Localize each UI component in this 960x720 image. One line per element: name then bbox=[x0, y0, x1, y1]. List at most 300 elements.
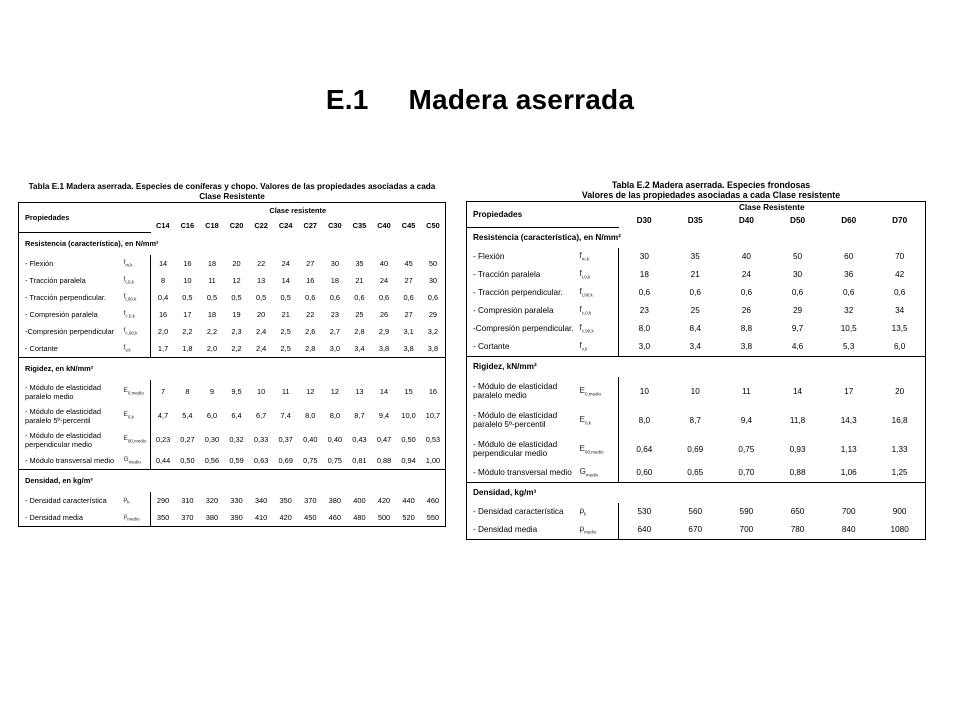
table-cell: 780 bbox=[790, 525, 805, 534]
table-row bbox=[19, 404, 446, 428]
table-cell: 45 bbox=[404, 258, 413, 268]
table-row bbox=[19, 452, 446, 470]
table-cell: 0,70 bbox=[738, 468, 755, 477]
table-cell: 16 bbox=[151, 306, 176, 323]
section-label: Densidad, en kg/m³ bbox=[19, 469, 446, 492]
table-cell: 2,4 bbox=[255, 343, 267, 353]
header-row bbox=[19, 203, 446, 219]
section-row bbox=[19, 357, 446, 380]
table-cell: 1,8 bbox=[182, 343, 193, 353]
property-symbol: $f_{m,k}$ bbox=[579, 251, 590, 262]
class-label: C20 bbox=[229, 220, 244, 230]
table-cell: 0,32 bbox=[229, 435, 244, 444]
property-name: - Módulo transversal medio bbox=[25, 455, 115, 465]
table-cell: 0,81 bbox=[352, 455, 367, 465]
table-row bbox=[467, 248, 926, 266]
table-cell: 330 bbox=[230, 495, 243, 505]
header-row bbox=[467, 202, 926, 214]
property-symbol: $G_{medio}$ bbox=[579, 467, 599, 478]
table-cell: 3,8 bbox=[403, 343, 414, 353]
property-name: - Módulo de elasticidad paralelo medio bbox=[25, 382, 102, 401]
table-cell: 0,75 bbox=[303, 455, 318, 465]
class-label: D60 bbox=[841, 215, 857, 225]
table-cell: 4,7 bbox=[151, 404, 176, 428]
table-cell: 380 bbox=[328, 495, 342, 505]
table-cell: 0,43 bbox=[352, 435, 367, 444]
table-cell: 0,69 bbox=[278, 455, 293, 465]
table-cell: 2,0 bbox=[206, 343, 218, 353]
property-name: - Flexión bbox=[25, 258, 54, 268]
table-cell: 14 bbox=[281, 275, 290, 285]
table-cell: 0,27 bbox=[180, 435, 195, 444]
table-cell: 22 bbox=[257, 258, 266, 268]
table-cell: 27 bbox=[306, 258, 315, 268]
table-cell: 10,7 bbox=[425, 411, 441, 420]
property-symbol: $f_{m,k}$ bbox=[123, 258, 133, 268]
table-cell: 14,3 bbox=[840, 415, 857, 425]
table-cell: 2,4 bbox=[255, 326, 267, 336]
table-row bbox=[467, 320, 926, 338]
table-cell: 12 bbox=[330, 387, 339, 396]
table-cell: 350 bbox=[279, 495, 292, 505]
table-cell: 6,4 bbox=[231, 411, 242, 420]
property-symbol: $f_{t,90,k}$ bbox=[579, 287, 593, 298]
table-cell: 340 bbox=[254, 495, 268, 505]
table-cell: 9,7 bbox=[791, 324, 804, 333]
table-cell: 35 bbox=[690, 252, 700, 261]
table-row bbox=[467, 521, 926, 540]
property-symbol: $f_{c,90,k}$ bbox=[123, 326, 138, 336]
table-cell: 0,4 bbox=[151, 289, 176, 306]
table-cell: 0,33 bbox=[253, 435, 269, 444]
property-symbol: $E_{0,medio}$ bbox=[123, 387, 144, 396]
table-cell: 8,0 bbox=[619, 320, 670, 338]
table-cell: 0,94 bbox=[401, 455, 416, 465]
class-label: D40 bbox=[738, 215, 754, 225]
table-row bbox=[467, 435, 926, 464]
table-cell: 27 bbox=[404, 275, 413, 285]
table-cell: 0,5 bbox=[206, 292, 218, 302]
property-name: - Densidad media bbox=[25, 512, 83, 522]
table-cell: 42 bbox=[895, 270, 905, 279]
table-cell: 1,33 bbox=[891, 444, 908, 454]
table-cell: 0,63 bbox=[253, 455, 269, 465]
table-cell: 1,13 bbox=[840, 444, 857, 454]
table-cell: 0,5 bbox=[255, 292, 267, 302]
table-row bbox=[467, 503, 926, 521]
table-cell: 1,00 bbox=[425, 455, 441, 465]
table-cell: 10,0 bbox=[401, 411, 416, 420]
table-cell: 3,8 bbox=[378, 343, 390, 353]
table-cell: 6,0 bbox=[206, 411, 218, 420]
table-cell: 21 bbox=[690, 270, 700, 279]
table-cell: 40 bbox=[379, 258, 389, 268]
table-cell: 18 bbox=[207, 309, 217, 319]
table-cell: 10,5 bbox=[840, 324, 857, 333]
table-cell: 0,75 bbox=[738, 444, 755, 454]
table-cell: 420 bbox=[279, 512, 292, 522]
table-row bbox=[19, 272, 446, 289]
table-cell: 2,6 bbox=[305, 326, 316, 336]
table-cell: 390 bbox=[230, 512, 243, 522]
property-name: - Compresión paralela bbox=[473, 306, 554, 315]
table-cell: 22 bbox=[306, 309, 315, 319]
table-cell: 700 bbox=[739, 525, 754, 534]
table-cell: 560 bbox=[688, 507, 703, 516]
table-cell: 19 bbox=[232, 309, 241, 319]
table-cell: 24 bbox=[379, 275, 389, 285]
table-cell: 0,6 bbox=[843, 288, 855, 297]
table-cell: 13 bbox=[257, 275, 266, 285]
table-cell: 9,4 bbox=[378, 411, 390, 420]
table-cell: 0,23 bbox=[151, 428, 176, 452]
table-cell: 0,47 bbox=[376, 435, 392, 444]
table-row bbox=[19, 289, 446, 306]
property-name: - Densidad característica bbox=[473, 507, 564, 516]
table-cell: 17 bbox=[183, 309, 192, 319]
class-label: C50 bbox=[426, 220, 440, 230]
table-cell: 480 bbox=[353, 512, 366, 522]
property-symbol: $E_{90,medio}$ bbox=[123, 435, 147, 444]
table-cell: 2,8 bbox=[354, 326, 365, 336]
table-cell: 29 bbox=[792, 306, 803, 315]
table-cell: 11 bbox=[281, 387, 290, 396]
property-symbol: $E_{0,k}$ bbox=[579, 414, 591, 426]
table-cell: 12 bbox=[232, 275, 241, 285]
table-cell: 0,88 bbox=[376, 455, 392, 465]
table-cell: 11,8 bbox=[789, 415, 806, 425]
table-cell: 35 bbox=[355, 258, 364, 268]
table-cell: 0,6 bbox=[354, 292, 365, 302]
table-cell: 70 bbox=[895, 252, 905, 261]
table-cell: 0,6 bbox=[329, 292, 340, 302]
table-cell: 21 bbox=[355, 275, 364, 285]
table-e2 bbox=[466, 180, 926, 540]
table-cell: 10 bbox=[257, 387, 266, 396]
table-cell: 8 bbox=[185, 387, 190, 396]
table-cell: 2,0 bbox=[151, 323, 176, 340]
table-cell: 1,06 bbox=[840, 468, 857, 477]
table-cell: 320 bbox=[205, 495, 219, 505]
table-cell: 0,6 bbox=[305, 292, 316, 302]
section-row bbox=[19, 469, 446, 492]
table-cell: 9,5 bbox=[231, 387, 242, 396]
class-label: C24 bbox=[278, 220, 293, 230]
class-label: D70 bbox=[892, 215, 908, 225]
section-number: E.1 bbox=[325, 84, 369, 115]
table-e1-caption bbox=[18, 182, 446, 201]
table-cell: 0,6 bbox=[619, 284, 670, 302]
table-cell: 440 bbox=[402, 495, 415, 505]
table-cell: 60 bbox=[844, 252, 854, 261]
table-cell: 3,4 bbox=[689, 342, 701, 351]
table-cell: 18 bbox=[619, 266, 670, 284]
table-cell: 11 bbox=[742, 386, 751, 396]
section-row bbox=[467, 227, 926, 248]
table-cell: 11 bbox=[208, 275, 216, 285]
table-cell: 36 bbox=[844, 270, 854, 279]
table-row bbox=[19, 323, 446, 340]
table-cell: 16,8 bbox=[891, 415, 908, 425]
property-name: - Módulo de elasticidad perpendicular medio bbox=[25, 430, 102, 449]
class-label: C27 bbox=[303, 220, 318, 230]
table-row bbox=[19, 428, 446, 452]
table-cell: 7,4 bbox=[280, 411, 291, 420]
table-cell: 420 bbox=[377, 495, 391, 505]
table-cell: 9 bbox=[209, 387, 215, 396]
table-cell: 2,7 bbox=[329, 326, 340, 336]
table-cell: 0,56 bbox=[204, 455, 220, 465]
property-name: - Módulo de elasticidad paralelo 5º-percentil bbox=[473, 411, 558, 429]
table-cell: 29 bbox=[428, 309, 438, 319]
class-label: C30 bbox=[328, 220, 342, 230]
property-symbol: $f_{v,k}$ bbox=[579, 341, 588, 352]
property-symbol: $f_{t,0,k}$ bbox=[123, 275, 134, 285]
table-e2-caption-line1: Tabla E.2 Madera aserrada. Especies frondosas bbox=[611, 180, 811, 190]
table-cell: 290 bbox=[151, 492, 176, 509]
table-cell: 350 bbox=[151, 509, 176, 527]
section-row bbox=[19, 232, 446, 255]
table-cell: 460 bbox=[426, 495, 440, 505]
section-row bbox=[467, 482, 926, 503]
table-cell: 8,0 bbox=[305, 411, 316, 420]
table-cell: 14 bbox=[379, 387, 389, 396]
table-cell: 0,75 bbox=[327, 455, 343, 465]
property-symbol: $E_{0,k}$ bbox=[123, 411, 134, 420]
table-cell: 8,4 bbox=[689, 324, 701, 333]
section-label: Rigidez, en kN/mm² bbox=[19, 357, 446, 380]
table-cell: 530 bbox=[619, 503, 670, 521]
table-cell: 500 bbox=[377, 512, 391, 522]
table-cell: 20 bbox=[232, 258, 241, 268]
class-label: D50 bbox=[790, 215, 806, 225]
table-cell: 0,65 bbox=[687, 468, 704, 477]
table-cell: 50 bbox=[428, 258, 438, 268]
table-cell: 3,8 bbox=[427, 343, 439, 353]
table-cell: 2,3 bbox=[231, 326, 242, 336]
table-cell: 2,2 bbox=[206, 326, 218, 336]
table-row bbox=[467, 377, 926, 406]
table-e2-grid bbox=[466, 201, 926, 540]
table-cell: 3,0 bbox=[619, 338, 670, 357]
table-cell: 400 bbox=[353, 495, 366, 505]
page-title bbox=[0, 84, 960, 116]
table-cell: 1,7 bbox=[151, 340, 176, 358]
header-clase: Clase Resistente bbox=[738, 203, 805, 212]
table-cell: 0,44 bbox=[151, 452, 176, 470]
table-cell: 30 bbox=[792, 270, 803, 279]
table-cell: 590 bbox=[739, 507, 754, 516]
table-cell: 670 bbox=[688, 525, 703, 534]
property-symbol: $f_{c,90,k}$ bbox=[579, 323, 594, 334]
property-symbol: $\rho_k$ bbox=[123, 495, 130, 505]
table-e2-caption bbox=[466, 180, 926, 200]
property-symbol: $\rho_{medio}$ bbox=[123, 512, 140, 522]
table-cell: 12 bbox=[306, 387, 315, 396]
table-cell: 3,2 bbox=[427, 326, 439, 336]
property-symbol: $f_{t,90,k}$ bbox=[123, 292, 137, 302]
table-cell: 0,69 bbox=[687, 444, 704, 454]
property-name: - Cortante bbox=[473, 342, 510, 351]
property-name: - Cortante bbox=[25, 343, 58, 353]
table-cell: 8,7 bbox=[354, 411, 365, 420]
table-cell: 0,6 bbox=[689, 288, 701, 297]
table-cell: 0,50 bbox=[401, 435, 416, 444]
property-name: - Tracción perpendicular. bbox=[25, 292, 106, 302]
table-cell: 4,6 bbox=[791, 342, 804, 351]
table-cell: 50 bbox=[792, 252, 803, 261]
property-symbol: $E_{0,medio}$ bbox=[579, 385, 601, 397]
table-cell: 16 bbox=[183, 258, 192, 268]
property-name: - Flexión bbox=[473, 252, 505, 261]
property-name: - Tracción paralela bbox=[25, 275, 86, 285]
table-cell: 30 bbox=[330, 258, 339, 268]
table-cell: 0,30 bbox=[204, 435, 220, 444]
table-cell: 5,3 bbox=[843, 342, 855, 351]
table-cell: 650 bbox=[790, 507, 805, 516]
table-cell: 0,50 bbox=[180, 455, 195, 465]
class-label: C45 bbox=[401, 220, 416, 230]
table-cell: 8,0 bbox=[329, 411, 340, 420]
class-label: D35 bbox=[687, 215, 703, 225]
table-cell: 840 bbox=[841, 525, 856, 534]
table-cell: 25 bbox=[355, 309, 364, 319]
property-symbol: $f_{c,0,k}$ bbox=[123, 309, 135, 319]
table-cell: 0,6 bbox=[740, 288, 753, 297]
table-cell: 0,6 bbox=[893, 288, 906, 297]
table-cell: 1080 bbox=[890, 525, 909, 534]
table-row bbox=[467, 284, 926, 302]
table-cell: 30 bbox=[619, 248, 670, 266]
table-cell: 7 bbox=[151, 380, 176, 404]
table-cell: 380 bbox=[205, 512, 219, 522]
table-cell: 2,5 bbox=[280, 343, 291, 353]
table-cell: 23 bbox=[619, 302, 670, 320]
section-title: Madera aserrada bbox=[408, 84, 635, 115]
table-cell: 20 bbox=[257, 309, 266, 319]
property-name: - Módulo transversal medio bbox=[473, 468, 572, 477]
table-cell: 2,2 bbox=[231, 343, 242, 353]
table-row bbox=[467, 266, 926, 284]
table-cell: 0,5 bbox=[280, 292, 291, 302]
section-label: Resistencia (característica), en N/mm² bbox=[25, 239, 159, 248]
table-cell: 24 bbox=[741, 270, 751, 279]
table-cell: 21 bbox=[281, 309, 290, 319]
table-cell: 8,8 bbox=[740, 324, 753, 333]
table-cell: 23 bbox=[330, 309, 339, 319]
table-cell: 8,0 bbox=[619, 406, 670, 435]
table-cell: 14 bbox=[792, 386, 803, 396]
table-cell: 27 bbox=[404, 309, 413, 319]
table-cell: 0,93 bbox=[789, 444, 806, 454]
section-label: Rigidez, kN/mm² bbox=[467, 356, 926, 377]
section-label: Resistencia (característica), en N/mm² bbox=[473, 233, 621, 242]
table-cell: 370 bbox=[181, 512, 194, 522]
table-cell: 13 bbox=[355, 387, 364, 396]
table-cell: 5,4 bbox=[182, 411, 193, 420]
table-cell: 460 bbox=[328, 512, 342, 522]
class-label: C40 bbox=[377, 220, 391, 230]
table-cell: 550 bbox=[426, 512, 440, 522]
property-name: -Compresión perpendicular. bbox=[473, 324, 574, 333]
table-cell: 0,59 bbox=[229, 455, 244, 465]
table-cell: 0,6 bbox=[791, 288, 804, 297]
property-name: - Módulo de elasticidad paralelo medio bbox=[473, 382, 558, 400]
header-propiedades: Propiedades bbox=[467, 202, 619, 228]
property-symbol: $f_{c,0,k}$ bbox=[579, 305, 592, 316]
table-cell: 20 bbox=[895, 386, 905, 396]
table-e2-caption-line2: Valores de las propiedades asociadas a cada Clase resistente bbox=[581, 190, 841, 200]
table-cell: 0,5 bbox=[182, 292, 193, 302]
table-cell: 0,37 bbox=[278, 435, 293, 444]
table-row bbox=[19, 306, 446, 323]
property-name: - Densidad media bbox=[473, 525, 538, 534]
table-cell: 3,8 bbox=[740, 342, 753, 351]
table-cell: 15 bbox=[404, 387, 413, 396]
section-row bbox=[467, 356, 926, 377]
class-label: C16 bbox=[180, 220, 195, 230]
table-cell: 26 bbox=[741, 306, 751, 315]
class-label: C22 bbox=[254, 220, 268, 230]
table-cell: 0,64 bbox=[619, 435, 670, 464]
property-name: - Densidad característica bbox=[25, 495, 107, 505]
header-clase: Clase resistente bbox=[269, 206, 327, 215]
table-row bbox=[467, 302, 926, 320]
class-label: D30 bbox=[636, 215, 652, 225]
table-cell: 30 bbox=[428, 275, 438, 285]
table-cell: 34 bbox=[895, 306, 905, 315]
table-cell: 26 bbox=[379, 309, 389, 319]
section-label: Densidad, kg/m³ bbox=[467, 482, 926, 503]
property-symbol: $\rho_k$ bbox=[579, 506, 587, 517]
table-e1-caption-line1: Tabla E.1 Madera aserrada. Especies de coníferas y chopo. Valores de las propiedades asociadas a cada bbox=[28, 182, 436, 191]
table-cell: 2,5 bbox=[280, 326, 291, 336]
table-cell: 640 bbox=[619, 521, 670, 540]
class-label: C18 bbox=[205, 220, 219, 230]
table-cell: 10 bbox=[183, 275, 192, 285]
table-cell: 8,7 bbox=[689, 415, 701, 425]
table-e1-caption-line2: Clase Resistente bbox=[199, 191, 265, 201]
table-cell: 10 bbox=[690, 386, 700, 396]
property-symbol: $\rho_{medio}$ bbox=[579, 524, 597, 535]
header-propiedades: Propiedades bbox=[19, 203, 151, 233]
table-cell: 2,2 bbox=[182, 326, 193, 336]
table-cell: 6,0 bbox=[893, 342, 906, 351]
table-cell: 0,5 bbox=[231, 292, 242, 302]
table-cell: 2,8 bbox=[305, 343, 316, 353]
property-name: - Tracción paralela bbox=[473, 270, 541, 279]
table-cell: 450 bbox=[304, 512, 317, 522]
property-name: - Módulo de elasticidad paralelo 5º-percentil bbox=[25, 406, 102, 425]
table-row bbox=[19, 492, 446, 509]
table-cell: 14 bbox=[151, 255, 176, 272]
table-cell: 13,5 bbox=[891, 324, 908, 333]
table-cell: 18 bbox=[330, 275, 339, 285]
table-cell: 6,7 bbox=[255, 411, 267, 420]
table-cell: 520 bbox=[402, 512, 415, 522]
table-cell: 40 bbox=[741, 252, 751, 261]
table-cell: 900 bbox=[892, 507, 907, 516]
table-cell: 17 bbox=[844, 386, 854, 396]
table-row bbox=[467, 406, 926, 435]
class-label: C35 bbox=[352, 220, 367, 230]
table-cell: 16 bbox=[428, 387, 438, 396]
table-cell: 0,6 bbox=[403, 292, 414, 302]
table-cell: 0,6 bbox=[427, 292, 439, 302]
table-cell: 1,25 bbox=[891, 468, 908, 477]
property-name: -Compresión perpendicular bbox=[25, 326, 115, 336]
table-e1 bbox=[18, 182, 446, 527]
